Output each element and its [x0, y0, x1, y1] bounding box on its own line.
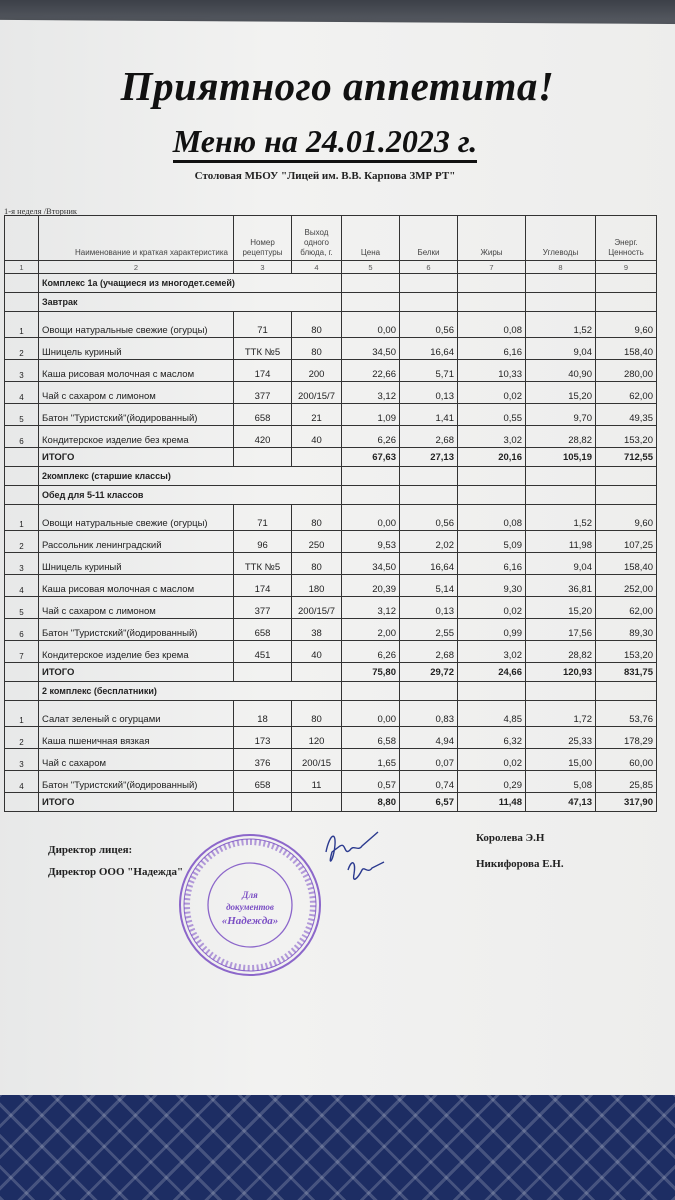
cell-name: Батон "Туристский"(йодированный) — [39, 619, 234, 641]
empty-cell — [458, 293, 526, 312]
total-label: ИТОГО — [39, 793, 234, 812]
column-number: 5 — [342, 261, 400, 274]
cell-energy: 107,25 — [596, 531, 657, 553]
empty-cell — [400, 682, 458, 701]
table-row — [5, 426, 657, 448]
empty-cell — [234, 448, 292, 467]
cell-fat: 3,02 — [458, 641, 526, 663]
meal-title-row — [5, 486, 657, 505]
cell-recipe: 71 — [234, 505, 292, 531]
cell-price: 6,26 — [342, 641, 400, 663]
empty-cell — [342, 486, 400, 505]
header-name: Наименование и краткая характеристика — [39, 216, 234, 261]
cell-fat: 6,16 — [458, 338, 526, 360]
cell-yield: 120 — [292, 727, 342, 749]
cell-price: 34,50 — [342, 338, 400, 360]
cell-fat: 0,08 — [458, 505, 526, 531]
cell-carbs: 1,52 — [526, 312, 596, 338]
menu-table — [4, 215, 657, 812]
cell-yield: 200/15 — [292, 749, 342, 771]
total-fat: 20,16 — [458, 448, 526, 467]
total-energy: 831,75 — [596, 663, 657, 682]
cell-carbs: 9,04 — [526, 338, 596, 360]
cell-n: 5 — [5, 597, 39, 619]
empty-cell — [5, 274, 39, 293]
cell-name: Чай с сахаром с лимоном — [39, 382, 234, 404]
empty-cell — [596, 486, 657, 505]
cell-recipe: 174 — [234, 575, 292, 597]
cell-protein: 0,56 — [400, 505, 458, 531]
cell-energy: 60,00 — [596, 749, 657, 771]
cell-recipe: 377 — [234, 597, 292, 619]
total-carbs: 105,19 — [526, 448, 596, 467]
total-energy: 712,55 — [596, 448, 657, 467]
total-protein: 29,72 — [400, 663, 458, 682]
round-stamp — [175, 830, 325, 980]
section-title-row — [5, 274, 657, 293]
empty-cell — [5, 293, 39, 312]
cell-yield: 80 — [292, 505, 342, 531]
empty-cell — [526, 486, 596, 505]
cell-yield: 80 — [292, 312, 342, 338]
cell-carbs: 11,98 — [526, 531, 596, 553]
cell-fat: 3,02 — [458, 426, 526, 448]
cell-name: Батон "Туристский"(йодированный) — [39, 771, 234, 793]
cell-yield: 250 — [292, 531, 342, 553]
column-number: 8 — [526, 261, 596, 274]
column-number: 6 — [400, 261, 458, 274]
meal-title: Обед для 5-11 классов — [39, 486, 342, 505]
cell-yield: 200 — [292, 360, 342, 382]
cell-n: 6 — [5, 426, 39, 448]
cell-n: 2 — [5, 727, 39, 749]
cell-n: 4 — [5, 382, 39, 404]
stamp-text-1: Для — [242, 890, 258, 900]
empty-cell — [5, 663, 39, 682]
section-title: 2 комплекс (бесплатники) — [39, 682, 342, 701]
empty-cell — [596, 274, 657, 293]
total-fat: 24,66 — [458, 663, 526, 682]
cell-recipe: 376 — [234, 749, 292, 771]
cell-name: Кондитерское изделие без крема — [39, 426, 234, 448]
column-number: 4 — [292, 261, 342, 274]
cell-protein: 4,94 — [400, 727, 458, 749]
cell-n: 1 — [5, 505, 39, 531]
column-number: 7 — [458, 261, 526, 274]
empty-cell — [342, 274, 400, 293]
empty-cell — [526, 293, 596, 312]
column-number: 9 — [596, 261, 657, 274]
menu-table-body — [5, 216, 657, 812]
cell-energy: 158,40 — [596, 553, 657, 575]
cell-fat: 10,33 — [458, 360, 526, 382]
cell-n: 1 — [5, 701, 39, 727]
cell-carbs: 1,72 — [526, 701, 596, 727]
empty-cell — [458, 486, 526, 505]
cell-protein: 0,56 — [400, 312, 458, 338]
cell-protein: 2,68 — [400, 426, 458, 448]
cell-carbs: 15,20 — [526, 382, 596, 404]
table-row — [5, 701, 657, 727]
cell-energy: 62,00 — [596, 382, 657, 404]
cell-protein: 0,83 — [400, 701, 458, 727]
cell-price: 0,57 — [342, 771, 400, 793]
empty-cell — [596, 682, 657, 701]
cell-n: 4 — [5, 575, 39, 597]
cell-n: 3 — [5, 749, 39, 771]
cell-fat: 0,02 — [458, 597, 526, 619]
total-protein: 27,13 — [400, 448, 458, 467]
total-label: ИТОГО — [39, 663, 234, 682]
cell-recipe: ТТК №5 — [234, 338, 292, 360]
cell-protein: 0,74 — [400, 771, 458, 793]
column-number-row — [5, 261, 657, 274]
page-title: Приятного аппетита! — [120, 63, 555, 109]
cell-carbs: 28,82 — [526, 641, 596, 663]
section-title-row — [5, 682, 657, 701]
header-carbs: Углеводы — [526, 216, 596, 261]
cell-energy: 9,60 — [596, 505, 657, 531]
cell-fat: 0,02 — [458, 382, 526, 404]
empty-cell — [458, 274, 526, 293]
cell-yield: 38 — [292, 619, 342, 641]
cell-recipe: 18 — [234, 701, 292, 727]
cell-n: 4 — [5, 771, 39, 793]
empty-cell — [596, 467, 657, 486]
cell-energy: 178,29 — [596, 727, 657, 749]
cell-yield: 80 — [292, 338, 342, 360]
cell-n: 2 — [5, 338, 39, 360]
cell-price: 0,00 — [342, 505, 400, 531]
cell-energy: 252,00 — [596, 575, 657, 597]
cell-carbs: 28,82 — [526, 426, 596, 448]
cell-recipe: 71 — [234, 312, 292, 338]
cell-name: Каша рисовая молочная с маслом — [39, 360, 234, 382]
cell-protein: 1,41 — [400, 404, 458, 426]
cell-n: 3 — [5, 553, 39, 575]
stamp-text-3: «Надежда» — [221, 915, 279, 927]
handwritten-signature — [318, 822, 398, 902]
cell-fat: 0,02 — [458, 749, 526, 771]
cell-fat: 4,85 — [458, 701, 526, 727]
cell-energy: 153,20 — [596, 426, 657, 448]
table-row — [5, 382, 657, 404]
cell-fat: 0,55 — [458, 404, 526, 426]
cell-carbs: 40,90 — [526, 360, 596, 382]
cell-recipe: 658 — [234, 619, 292, 641]
cell-yield: 40 — [292, 641, 342, 663]
cell-yield: 200/15/7 — [292, 382, 342, 404]
header-fat: Жиры — [458, 216, 526, 261]
cell-fat: 6,32 — [458, 727, 526, 749]
week-label: 1-я неделя /Вторник — [4, 206, 78, 216]
empty-cell — [5, 793, 39, 812]
column-number: 2 — [39, 261, 234, 274]
cell-recipe: 658 — [234, 771, 292, 793]
empty-cell — [400, 467, 458, 486]
cell-name: Овощи натуральные свежие (огурцы) — [39, 505, 234, 531]
signer-name-2: Никифорова Е.Н. — [476, 858, 564, 870]
meal-title: Завтрак — [39, 293, 342, 312]
empty-cell — [5, 486, 39, 505]
cell-energy: 25,85 — [596, 771, 657, 793]
total-row — [5, 793, 657, 812]
school-name: Столовая МБОУ "Лицей им. В.В. Карпова ЗМР РТ" — [194, 170, 456, 182]
cell-price: 3,12 — [342, 597, 400, 619]
cell-recipe: 420 — [234, 426, 292, 448]
cell-protein: 5,71 — [400, 360, 458, 382]
cell-n: 6 — [5, 619, 39, 641]
empty-cell — [400, 274, 458, 293]
column-number: 3 — [234, 261, 292, 274]
cell-yield: 11 — [292, 771, 342, 793]
cell-name: Рассольник ленинградский — [39, 531, 234, 553]
cell-carbs: 5,08 — [526, 771, 596, 793]
menu-date-heading — [0, 123, 650, 160]
cell-name: Кондитерское изделие без крема — [39, 641, 234, 663]
cell-energy: 49,35 — [596, 404, 657, 426]
table-row — [5, 312, 657, 338]
table-row — [5, 404, 657, 426]
cell-price: 20,39 — [342, 575, 400, 597]
cell-recipe: 173 — [234, 727, 292, 749]
total-fat: 11,48 — [458, 793, 526, 812]
cell-name: Каша рисовая молочная с маслом — [39, 575, 234, 597]
section-title: Комплекс 1а (учащиеся из многодет.семей) — [39, 274, 342, 293]
empty-cell — [5, 682, 39, 701]
column-number: 1 — [5, 261, 39, 274]
cell-n: 2 — [5, 531, 39, 553]
table-row — [5, 505, 657, 531]
total-price: 8,80 — [342, 793, 400, 812]
cell-price: 3,12 — [342, 382, 400, 404]
total-carbs: 120,93 — [526, 663, 596, 682]
empty-cell — [234, 793, 292, 812]
cell-yield: 200/15/7 — [292, 597, 342, 619]
total-price: 75,80 — [342, 663, 400, 682]
cell-name: Шницель куриный — [39, 338, 234, 360]
table-row — [5, 360, 657, 382]
signer-name-1: Королева Э.Н — [476, 832, 545, 844]
cell-carbs: 36,81 — [526, 575, 596, 597]
cell-protein: 0,13 — [400, 382, 458, 404]
cell-carbs: 25,33 — [526, 727, 596, 749]
empty-cell — [342, 467, 400, 486]
cell-fat: 9,30 — [458, 575, 526, 597]
table-row — [5, 597, 657, 619]
cell-protein: 0,07 — [400, 749, 458, 771]
cell-energy: 53,76 — [596, 701, 657, 727]
cell-fat: 0,08 — [458, 312, 526, 338]
cell-price: 0,00 — [342, 312, 400, 338]
header-yield: Выход одного блюда, г. — [292, 216, 342, 261]
header-price: Цена — [342, 216, 400, 261]
table-header-row — [5, 216, 657, 261]
cell-price: 22,66 — [342, 360, 400, 382]
total-energy: 317,90 — [596, 793, 657, 812]
total-row — [5, 448, 657, 467]
cell-n: 7 — [5, 641, 39, 663]
cell-protein: 16,64 — [400, 338, 458, 360]
cell-yield: 21 — [292, 404, 342, 426]
cell-price: 0,00 — [342, 701, 400, 727]
cell-n: 5 — [5, 404, 39, 426]
cell-recipe: ТТК №5 — [234, 553, 292, 575]
table-row — [5, 749, 657, 771]
empty-cell — [400, 293, 458, 312]
empty-cell — [292, 663, 342, 682]
cell-carbs: 15,00 — [526, 749, 596, 771]
cell-price: 1,09 — [342, 404, 400, 426]
cell-energy: 153,20 — [596, 641, 657, 663]
total-price: 67,63 — [342, 448, 400, 467]
empty-cell — [342, 293, 400, 312]
table-row — [5, 531, 657, 553]
director-lyceum-label: Директор лицея: — [48, 844, 133, 856]
cell-energy: 9,60 — [596, 312, 657, 338]
empty-cell — [292, 793, 342, 812]
cell-energy: 62,00 — [596, 597, 657, 619]
cell-yield: 80 — [292, 701, 342, 727]
cell-name: Чай с сахаром — [39, 749, 234, 771]
cell-protein: 16,64 — [400, 553, 458, 575]
cell-carbs: 9,70 — [526, 404, 596, 426]
empty-cell — [234, 663, 292, 682]
total-protein: 6,57 — [400, 793, 458, 812]
header-energy: Энерг. Ценность — [596, 216, 657, 261]
cell-name: Салат зеленый с огурцами — [39, 701, 234, 727]
cell-fat: 6,16 — [458, 553, 526, 575]
empty-cell — [400, 486, 458, 505]
empty-cell — [596, 293, 657, 312]
empty-cell — [342, 682, 400, 701]
cell-protein: 2,02 — [400, 531, 458, 553]
cell-energy: 280,00 — [596, 360, 657, 382]
cell-name: Батон "Туристский"(йодированный) — [39, 404, 234, 426]
cell-price: 6,58 — [342, 727, 400, 749]
cell-price: 34,50 — [342, 553, 400, 575]
stamp-text-2: документов — [226, 902, 274, 912]
cell-carbs: 1,52 — [526, 505, 596, 531]
cell-n: 1 — [5, 312, 39, 338]
table-row — [5, 553, 657, 575]
table-row — [5, 575, 657, 597]
cell-energy: 158,40 — [596, 338, 657, 360]
table-row — [5, 338, 657, 360]
cell-yield: 40 — [292, 426, 342, 448]
cell-recipe: 451 — [234, 641, 292, 663]
cell-fat: 0,99 — [458, 619, 526, 641]
empty-cell — [5, 448, 39, 467]
empty-cell — [526, 274, 596, 293]
table-row — [5, 641, 657, 663]
empty-cell — [458, 467, 526, 486]
header-recipe: Номер рецептуры — [234, 216, 292, 261]
cell-yield: 80 — [292, 553, 342, 575]
signature-block — [0, 830, 675, 1030]
empty-cell — [526, 467, 596, 486]
cell-fat: 5,09 — [458, 531, 526, 553]
header-idx — [5, 216, 39, 261]
menu-date-text: Меню на 24.01.2023 г. — [173, 123, 477, 163]
cell-protein: 5,14 — [400, 575, 458, 597]
empty-cell — [526, 682, 596, 701]
cell-protein: 2,68 — [400, 641, 458, 663]
cell-energy: 89,30 — [596, 619, 657, 641]
total-carbs: 47,13 — [526, 793, 596, 812]
empty-cell — [458, 682, 526, 701]
cell-price: 9,53 — [342, 531, 400, 553]
cell-carbs: 15,20 — [526, 597, 596, 619]
cell-protein: 0,13 — [400, 597, 458, 619]
cell-yield: 180 — [292, 575, 342, 597]
cell-name: Овощи натуральные свежие (огурцы) — [39, 312, 234, 338]
table-row — [5, 771, 657, 793]
table-row — [5, 727, 657, 749]
total-label: ИТОГО — [39, 448, 234, 467]
cell-recipe: 377 — [234, 382, 292, 404]
cell-price: 2,00 — [342, 619, 400, 641]
cell-carbs: 9,04 — [526, 553, 596, 575]
director-ooo-label: Директор ООО "Надежда" — [48, 866, 184, 878]
empty-cell — [5, 467, 39, 486]
section-title-row — [5, 467, 657, 486]
cell-recipe: 174 — [234, 360, 292, 382]
cell-name: Чай с сахаром с лимоном — [39, 597, 234, 619]
cell-n: 3 — [5, 360, 39, 382]
cell-price: 1,65 — [342, 749, 400, 771]
fabric-background — [0, 1095, 675, 1200]
cell-price: 6,26 — [342, 426, 400, 448]
cell-fat: 0,29 — [458, 771, 526, 793]
cell-name: Каша пшеничная вязкая — [39, 727, 234, 749]
table-row — [5, 619, 657, 641]
cell-carbs: 17,56 — [526, 619, 596, 641]
cell-recipe: 658 — [234, 404, 292, 426]
header-protein: Белки — [400, 216, 458, 261]
total-row — [5, 663, 657, 682]
cell-name: Шницель куриный — [39, 553, 234, 575]
cell-recipe: 96 — [234, 531, 292, 553]
cell-protein: 2,55 — [400, 619, 458, 641]
section-title: 2комплекс (старшие классы) — [39, 467, 342, 486]
meal-title-row — [5, 293, 657, 312]
empty-cell — [292, 448, 342, 467]
